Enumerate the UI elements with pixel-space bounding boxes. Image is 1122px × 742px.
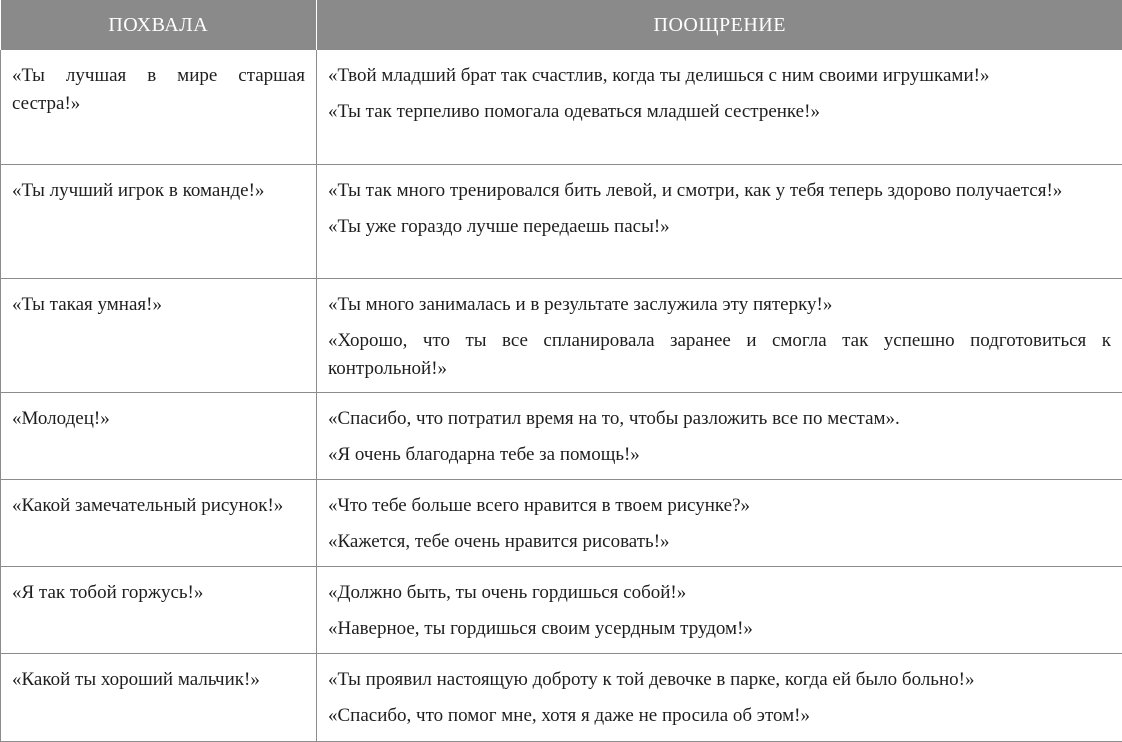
encouragement-phrase: «Кажется, тебе очень нравится рисовать!» (328, 528, 1111, 556)
encouragement-cell (317, 653, 1122, 741)
encouragement-phrase: «Спасибо, что потратил время на то, чтобы разложить все по местам». (328, 405, 1111, 433)
table-row (1, 392, 1122, 479)
encouragement-phrase: «Наверное, ты гордишься своим усердным трудом!» (328, 615, 1111, 643)
header-encouragement: ПООЩРЕНИЕ (317, 0, 1122, 50)
praise-cell: «Какой замечательный рисунок!» (1, 479, 317, 566)
table-row (1, 164, 1122, 278)
praise-cell: «Ты лучшая в мире старшая сестра!» (1, 50, 317, 164)
header-praise: ПОХВАЛА (1, 0, 317, 50)
encouragement-phrase: «Ты проявил настоящую доброту к той девочке в парке, когда ей было больно!» (328, 666, 1111, 694)
table-header (1, 0, 1122, 50)
table-row (1, 50, 1122, 164)
encouragement-cell (317, 566, 1122, 653)
praise-cell: «Молодец!» (1, 392, 317, 479)
table-body (1, 50, 1122, 741)
encouragement-cell (317, 164, 1122, 278)
encouragement-phrase: «Должно быть, ты очень гордишься собой!» (328, 579, 1111, 607)
table-row (1, 278, 1122, 392)
encouragement-cell (317, 479, 1122, 566)
encouragement-phrase: «Что тебе больше всего нравится в твоем рисунке?» (328, 492, 1111, 520)
encouragement-phrase: «Спасибо, что помог мне, хотя я даже не просила об этом!» (328, 702, 1111, 730)
encouragement-cell (317, 278, 1122, 392)
encouragement-cell (317, 50, 1122, 164)
table-row (1, 479, 1122, 566)
praise-cell: «Какой ты хороший мальчик!» (1, 653, 317, 741)
encouragement-phrase: «Твой младший брат так счастлив, когда ты делишься с ним своими игрушками!» (328, 62, 1111, 90)
table-row (1, 653, 1122, 741)
table-row (1, 566, 1122, 653)
encouragement-phrase: «Ты много занималась и в результате заслужила эту пятерку!» (328, 291, 1111, 319)
encouragement-phrase: «Ты так много тренировался бить левой, и смотри, как у тебя теперь здорово получается!» (328, 177, 1111, 205)
encouragement-phrase: «Ты уже гораздо лучше передаешь пасы!» (328, 213, 1111, 241)
encouragement-phrase: «Хорошо, что ты все спланировала заранее и смогла так успешно подготовиться к контрольной!» (328, 327, 1111, 383)
praise-cell: «Ты такая умная!» (1, 278, 317, 392)
encouragement-cell (317, 392, 1122, 479)
praise-cell: «Я так тобой горжусь!» (1, 566, 317, 653)
encouragement-phrase: «Я очень благодарна тебе за помощь!» (328, 441, 1111, 469)
praise-cell: «Ты лучший игрок в команде!» (1, 164, 317, 278)
header-row (1, 0, 1122, 50)
encouragement-phrase: «Ты так терпеливо помогала одеваться младшей сестренке!» (328, 98, 1111, 126)
